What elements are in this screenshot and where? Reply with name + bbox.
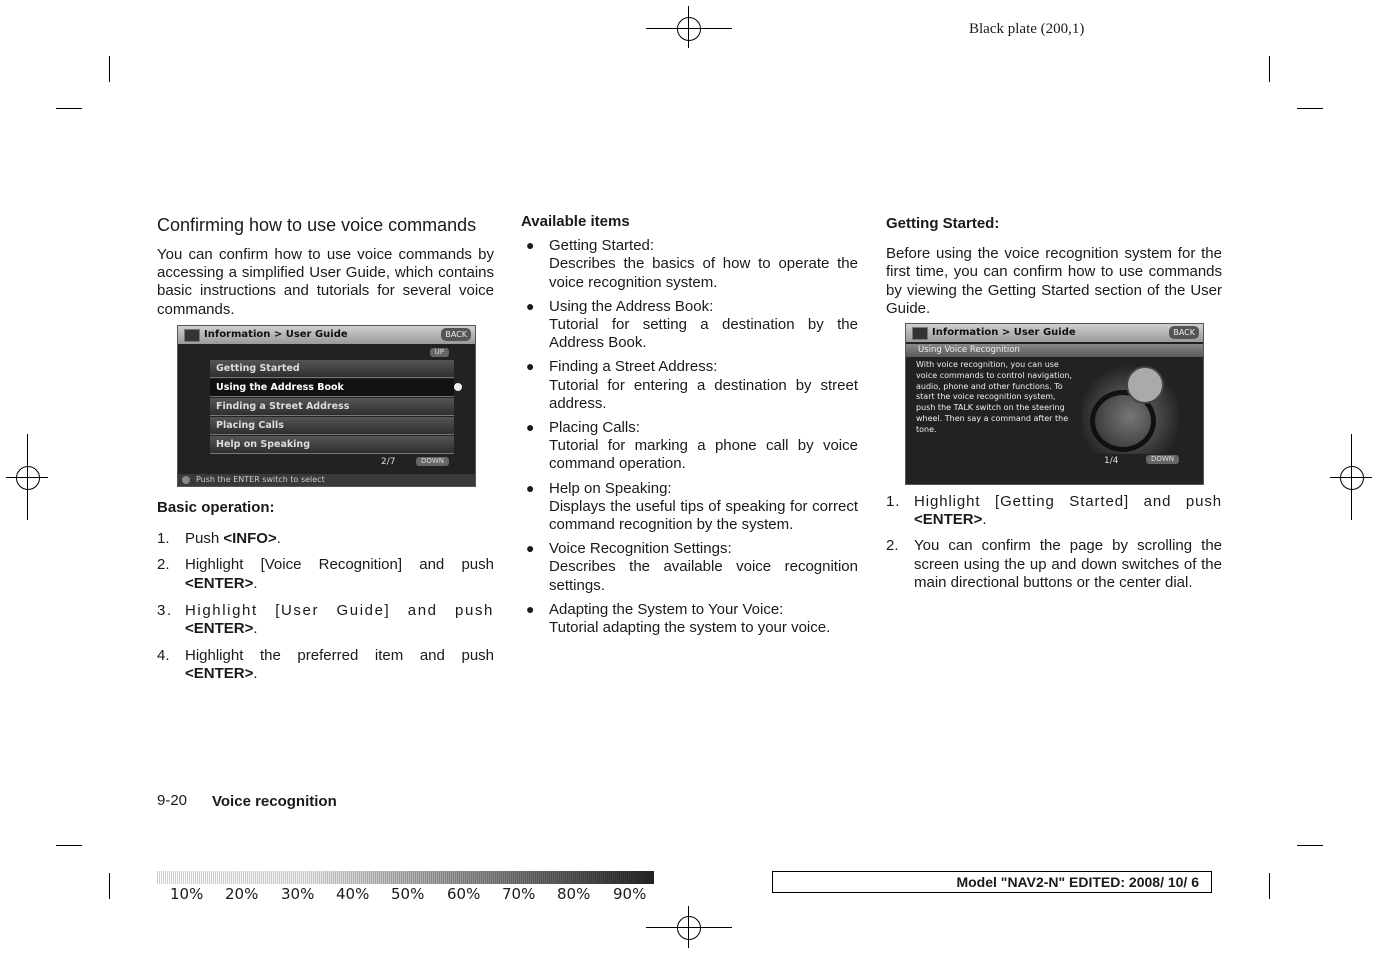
steering-wheel-image [1082,360,1178,454]
list-item [521,601,858,637]
tone-percent: 80% [557,885,591,903]
tone-percent: 50% [391,885,425,903]
crop-mark [109,873,110,899]
basic-operation [157,499,494,684]
getting-started-steps [886,493,1222,592]
tone-percent: 40% [336,885,370,903]
step-text: Highlight [Getting Started] and push [914,493,1222,510]
list-item [521,480,858,535]
tone-percent: 70% [502,885,536,903]
step-text: Highlight [Voice Recognition] and push [185,556,494,574]
list-item [521,298,858,353]
screen-header [906,324,1203,342]
page-number: 9-20 [157,792,188,809]
crop-mark [109,56,110,82]
item-description: Describes the available voice recognition settings. [549,558,858,594]
step-text: Push [185,530,224,548]
getting-started-screenshot [905,323,1204,485]
tone-percent: 30% [281,885,315,903]
down-button[interactable]: DOWN [416,457,449,466]
info-icon [184,329,200,342]
list-item [521,419,858,474]
bullet-icon: ● [526,297,535,314]
column-1 [157,214,494,319]
talk-switch-icon [1126,366,1164,404]
bullet-icon: ● [526,237,535,254]
crop-mark [1297,845,1323,846]
page-indicator: 1/4 [1104,456,1119,466]
tone-percent: 10% [170,885,204,903]
registration-circle-left [16,466,40,490]
step-number: 4. [157,647,170,665]
item-title: Using the Address Book: [549,297,714,315]
item-title: Getting Started: [549,237,655,255]
bullet-icon: ● [526,479,535,496]
step-key: <INFO> [223,530,277,548]
item-description: Tutorial for setting a destination by the Address Book. [549,316,858,352]
item-description: Describes the basics of how to operate the voice recognition system. [549,255,858,291]
step-key: <ENTER> [185,620,254,638]
step-number: 2. [157,556,170,574]
item-description: Tutorial for entering a destination by street address. [549,376,858,412]
list-item [521,358,858,413]
step-text: Highlight the preferred item and push [185,647,494,665]
step-end: . [276,530,281,548]
getting-started-intro: Before using the voice recognition system for the first time, you can confirm how to use commands by viewing the Getting Started section of the User Guide. [886,245,1222,317]
list-item [521,540,858,595]
step-text: Highlight [User Guide] and push [185,601,494,619]
item-title: Voice Recognition Settings: [549,540,732,558]
menu-item[interactable]: Placing Calls [210,417,454,435]
getting-started-heading: Getting Started: [886,215,1000,232]
screen-header-title: Information > User Guide [204,329,348,340]
item-title: Finding a Street Address: [549,358,718,376]
bullet-icon: ● [526,540,535,557]
screen-header-title: Information > User Guide [932,327,1076,338]
tone-percent: 60% [447,885,481,903]
step-item [886,537,1222,592]
scroll-indicator [454,383,462,391]
model-edited-label: Model "NAV2-N" EDITED: 2008/ 10/ 6 [772,871,1212,893]
info-icon [912,327,928,340]
available-items-heading: Available items [521,213,630,230]
item-description: Tutorial for marking a phone call by voice command operation. [549,437,858,473]
bullet-icon: ● [526,419,535,436]
registration-circle-top [677,17,701,41]
step-end: . [253,574,258,592]
bullet-icon: ● [526,600,535,617]
column-2 [521,213,858,637]
step-key: <ENTER> [185,665,254,683]
intro-paragraph: You can confirm how to use voice commands by accessing a simplified User Guide, which contains basic instructions and tutorials for several voice commands. [157,246,494,318]
screen-footer-text: Push the ENTER switch to select [196,475,325,484]
item-title: Help on Speaking: [549,479,672,497]
back-button[interactable]: BACK [441,328,471,341]
step-key: <ENTER> [185,574,254,592]
list-item [521,237,858,292]
step-end: . [982,511,988,529]
menu-item[interactable]: Finding a Street Address [210,398,454,416]
enter-icon [182,476,190,484]
item-title: Placing Calls: [549,419,640,437]
screen-body-text: With voice recognition, you can use voice commands to control navigation, audio, phone and other functions. To start the voice recognition system, push the TALK switch on the steering wheel. Then say a command after the tone. [916,360,1072,434]
registration-circle-bottom [677,916,701,940]
screen-subtitle: Using Voice Recognition [906,344,1203,357]
item-title: Adapting the System to Your Voice: [549,600,784,618]
down-button[interactable]: DOWN [1146,455,1179,464]
registration-circle-right [1340,466,1364,490]
plate-label: Black plate (200,1) [969,21,1085,37]
bullet-icon: ● [526,358,535,375]
step-number: 1. [886,493,901,510]
step-item [157,602,494,638]
step-number: 1. [157,530,170,548]
step-item [886,493,1222,529]
back-button[interactable]: BACK [1169,326,1199,339]
column-3 [886,215,1222,318]
section-title: Confirming how to use voice commands [157,215,477,235]
screen-footer [178,474,475,486]
basic-operation-heading: Basic operation: [157,499,275,516]
crop-mark [56,845,82,846]
user-guide-screenshot [177,325,476,487]
step-text: You can confirm the page by scrolling the screen using the up and down switches of the main directional buttons or the center dial. [914,537,1222,591]
page-indicator: 2/7 [381,457,396,467]
crop-mark [1269,873,1270,899]
step-number: 3. [157,601,173,619]
menu-item-selected[interactable]: Using the Address Book [210,379,454,397]
crop-mark [1297,108,1323,109]
screen-header [178,326,475,344]
tone-percent: 90% [613,885,647,903]
menu-item[interactable]: Help on Speaking [210,436,454,454]
item-description: Displays the useful tips of speaking for correct command recognition by the system. [549,497,858,534]
step-key: <ENTER> [914,511,983,529]
step-item [157,530,494,548]
menu-item[interactable]: Getting Started [210,360,454,378]
step-end: . [253,620,260,638]
tone-scale-gradient [157,871,654,884]
step-number: 2. [886,537,899,555]
crop-mark [1269,56,1270,82]
step-end: . [253,665,258,683]
crop-mark [56,108,82,109]
step-item [157,556,494,592]
up-button[interactable]: UP [430,348,449,357]
step-item [157,647,494,683]
section-name: Voice recognition [212,793,337,810]
item-description: Tutorial adapting the system to your voice. [549,619,831,637]
tone-percent: 20% [225,885,259,903]
